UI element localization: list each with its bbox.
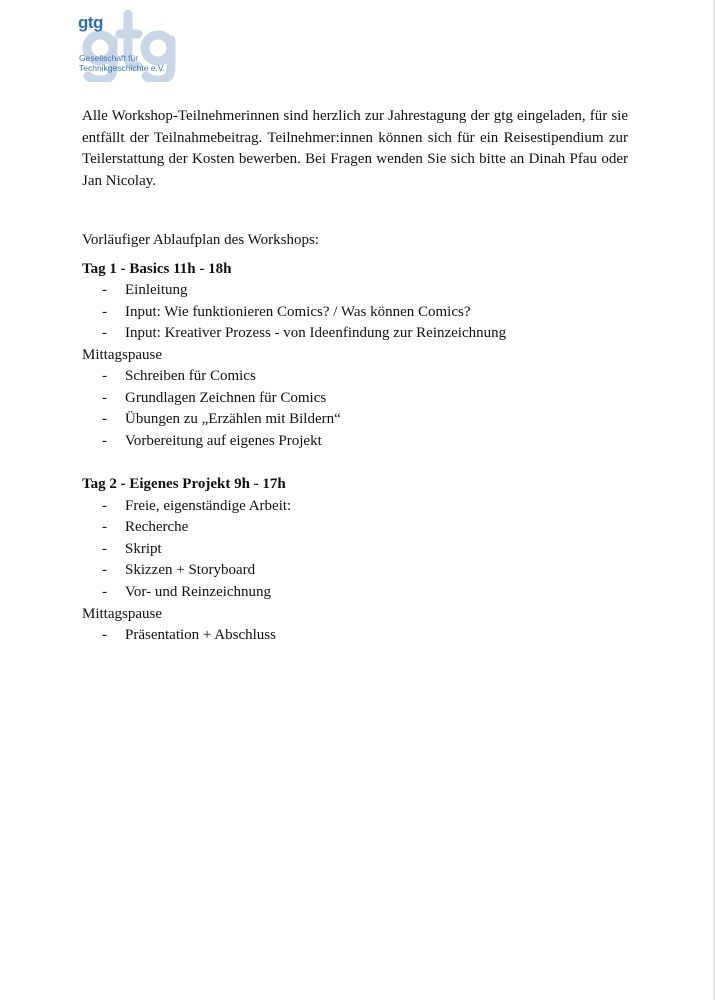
logo-mark-text: gtg <box>78 13 103 32</box>
day2-title: Tag 2 - Eigenes Projekt 9h - 17h <box>82 476 286 492</box>
list-item-text: Recherche <box>125 519 189 535</box>
bullet-dash: - <box>102 498 107 514</box>
logo-subtitle-line2: Technikgeschichte e.V. <box>79 63 166 73</box>
list-item-text: Grundlagen Zeichnen für Comics <box>125 390 327 406</box>
bullet-dash: - <box>102 304 107 320</box>
list-item-text: Präsentation + Abschluss <box>125 627 276 643</box>
list-item-text: Input: Wie funktionieren Comics? / Was können Comics? <box>125 304 471 320</box>
bullet-dash: - <box>102 411 107 427</box>
bullet-dash: - <box>102 433 107 449</box>
bullet-dash: - <box>102 627 107 643</box>
pause-label: Mittagspause <box>82 347 162 363</box>
gtg-logo <box>78 10 188 85</box>
bullet-dash: - <box>102 584 107 600</box>
list-item-text: Skript <box>125 541 162 557</box>
bullet-dash: - <box>102 282 107 298</box>
list-item-text: Einleitung <box>125 282 188 298</box>
bullet-dash: - <box>102 390 107 406</box>
list-item-text: Übungen zu „Erzählen mit Bildern“ <box>125 411 341 427</box>
plan-heading: Vorläufiger Ablaufplan des Workshops: <box>82 232 319 248</box>
list-item-text: Schreiben für Comics <box>125 368 256 384</box>
list-item-text: Vor- und Reinzeichnung <box>125 584 272 600</box>
bullet-dash: - <box>102 519 107 535</box>
bullet-dash: - <box>102 562 107 578</box>
logo-subtitle-line1: Gesellschaft für <box>79 53 139 63</box>
intro-paragraph: Alle Workshop-Teilnehmerinnen sind herzlich zur Jahrestagung der gtg eingeladen, für sie entfällt der Teilnahmebeitrag. Teilnehmer:innen können sich für ein Reisestipendium zur Teilerstattung der Kosten bewerben. Bei Fragen wenden Sie sich bitte an Dinah Pfau oder Jan Nicolay. <box>82 108 628 190</box>
bullet-dash: - <box>102 541 107 557</box>
list-item-text: Vorbereitung auf eigenes Projekt <box>125 433 322 449</box>
bullet-dash: - <box>102 325 107 341</box>
pause-label: Mittagspause <box>82 606 162 622</box>
list-item-text: Skizzen + Storyboard <box>125 562 256 578</box>
bullet-dash: - <box>102 368 107 384</box>
day1-title: Tag 1 - Basics 11h - 18h <box>82 261 232 277</box>
list-item-text: Freie, eigenständige Arbeit: <box>125 498 292 514</box>
list-item-text: Input: Kreativer Prozess - von Ideenfindung zur Reinzeichnung <box>125 325 507 341</box>
